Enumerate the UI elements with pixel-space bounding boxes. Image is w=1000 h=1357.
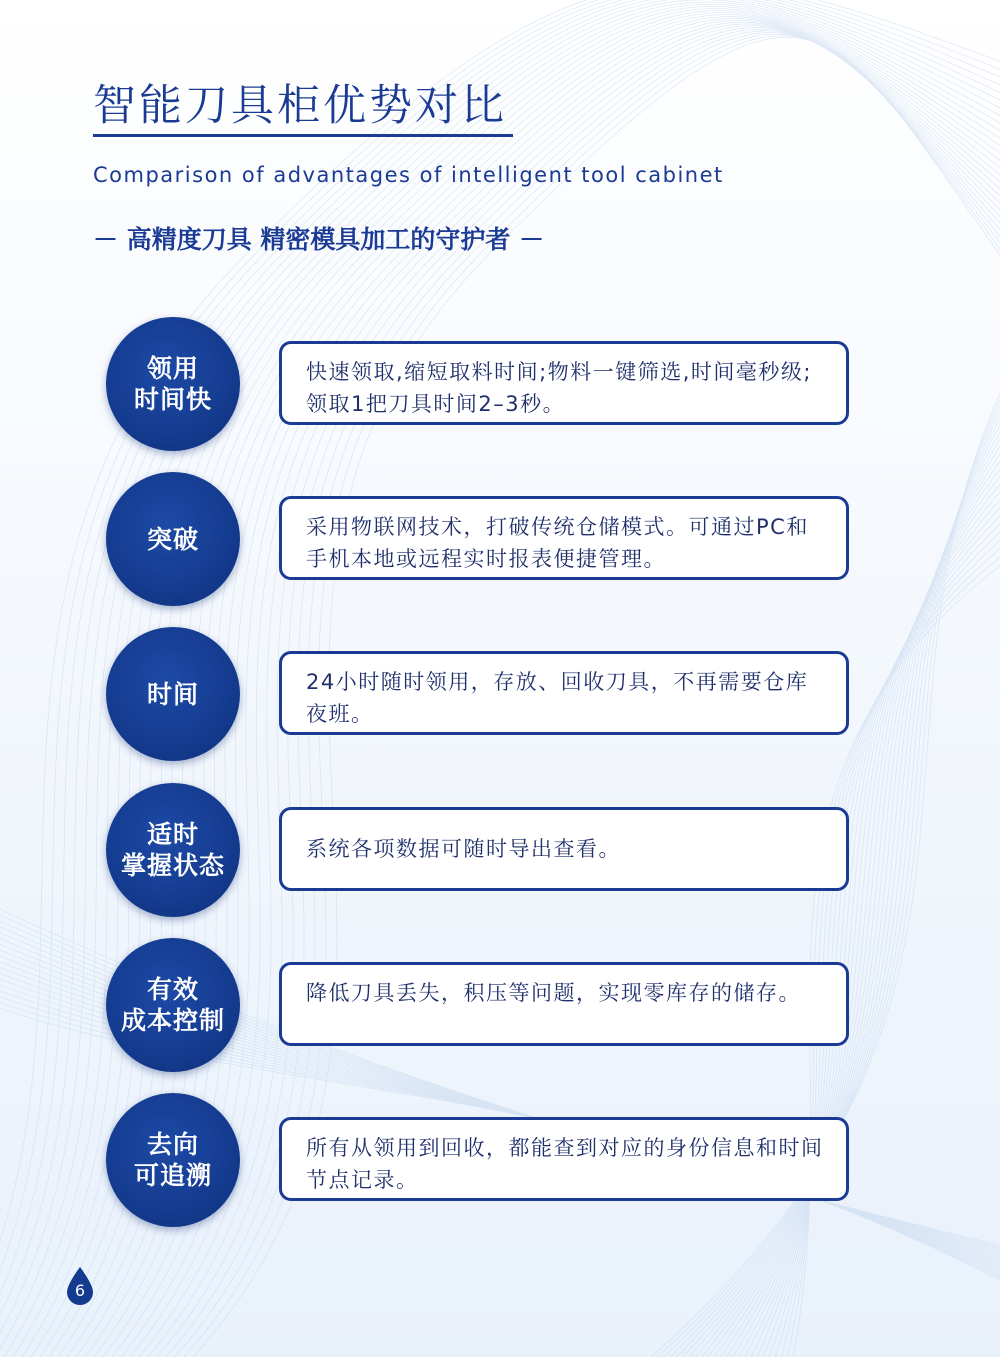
page-number: 6	[74, 1281, 86, 1300]
title-underline	[93, 134, 513, 137]
advantage-circle	[106, 472, 240, 606]
advantage-description-box	[279, 341, 849, 425]
advantage-description: 系统各项数据可随时导出查看。	[306, 837, 621, 861]
advantage-label: 适时 掌握状态	[120, 820, 225, 880]
page-number-badge	[66, 1266, 94, 1306]
advantage-label: 时间	[146, 679, 199, 709]
advantage-circle	[106, 1093, 240, 1227]
english-subtitle: Comparison of advantages of intelligent tool cabinet	[93, 163, 724, 187]
advantage-label: 突破	[146, 524, 199, 554]
page-title: 智能刀具柜优势对比	[93, 81, 507, 131]
advantage-description-box	[279, 962, 849, 1046]
advantage-item-fast-pickup	[0, 317, 1000, 457]
advantage-description: 快速领取,缩短取料时间;物料一键筛选,时间毫秒级;领取1把刀具时间2–3秒。	[306, 360, 812, 416]
advantage-description: 采用物联网技术，打破传统仓储模式。可通过PC和手机本地或远程实时报表便捷管理。	[306, 515, 809, 571]
advantage-circle	[106, 938, 240, 1072]
advantage-circle	[106, 627, 240, 761]
advantage-description-box	[279, 496, 849, 580]
advantage-item-cost-control	[0, 938, 1000, 1078]
advantage-circle	[106, 317, 240, 451]
advantage-item-breakthrough	[0, 472, 1000, 612]
advantage-description-box	[279, 1117, 849, 1201]
advantage-item-status	[0, 783, 1000, 923]
advantage-circle	[106, 783, 240, 917]
advantage-label: 有效 成本控制	[120, 975, 225, 1035]
advantage-label: 领用 时间快	[133, 354, 212, 414]
advantage-description-box	[279, 807, 849, 891]
advantage-description-box	[279, 651, 849, 735]
advantage-description: 所有从领用到回收，都能查到对应的身份信息和时间节点记录。	[306, 1136, 824, 1192]
tagline: － 高精度刀具 精密模具加工的守护者 －	[93, 225, 545, 254]
advantage-label: 去向 可追溯	[133, 1130, 212, 1190]
advantage-description: 24小时随时领用，存放、回收刀具，不再需要仓库夜班。	[306, 670, 809, 726]
advantage-item-time	[0, 627, 1000, 767]
advantage-item-traceability	[0, 1093, 1000, 1233]
advantage-description: 降低刀具丢失，积压等问题，实现零库存的储存。	[306, 981, 801, 1005]
